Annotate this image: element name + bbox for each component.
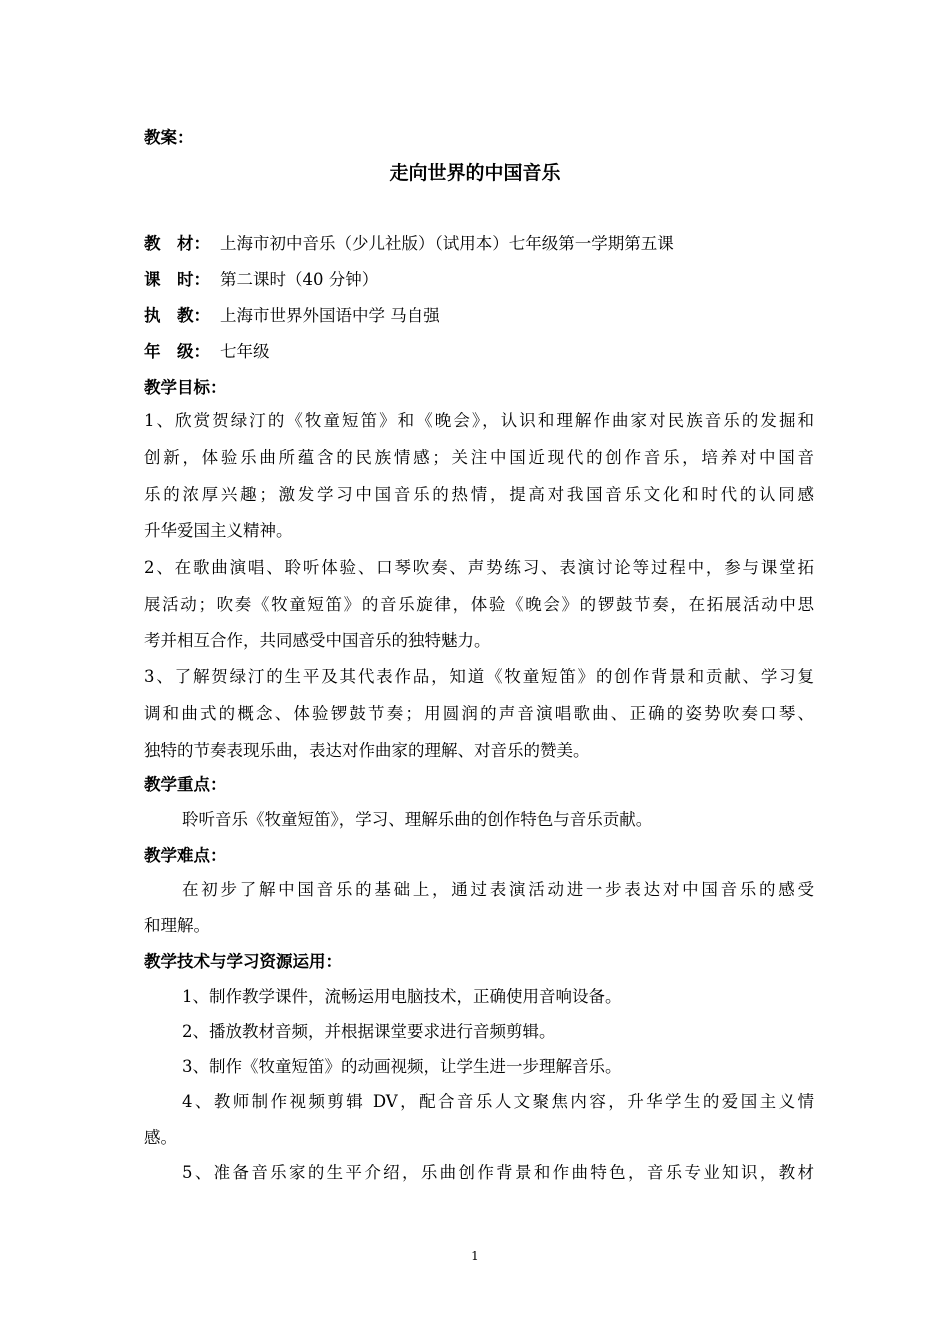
objectives-line: 考并相互合作，共同感受中国音乐的独特魅力。 <box>144 631 491 650</box>
textbook-value: 上海市初中音乐（少儿社版）（试用本）七年级第一学期第五课 <box>220 234 674 253</box>
resources-heading: 教学技术与学习资源运用： <box>144 952 342 971</box>
resources-item: 4、教师制作视频剪辑 DV，配合音乐人文聚焦内容，升华学生的爱国主义情 <box>182 1092 814 1111</box>
page-number: 1 <box>471 1249 479 1263</box>
resources-item: 感。 <box>144 1128 177 1147</box>
resources-item: 1、制作教学课件，流畅运用电脑技术，正确使用音响设备。 <box>182 987 622 1006</box>
info-period <box>144 269 814 291</box>
info-teacher <box>144 305 814 327</box>
objectives-line: 乐的浓厚兴趣；激发学习中国音乐的热情，提高对我国音乐文化和时代的认同感 <box>144 485 814 504</box>
objectives-line: 3、了解贺绿汀的生平及其代表作品，知道《牧童短笛》的创作背景和贡献、学习复 <box>144 667 814 686</box>
objectives-line: 1、欣赏贺绿汀的《牧童短笛》和《晚会》，认识和理解作曲家对民族音乐的发掘和 <box>144 411 814 430</box>
teacher-value: 上海市世界外国语中学 马自强 <box>220 306 440 325</box>
header-label: 教案： <box>144 128 194 147</box>
objectives-line: 创新，体验乐曲所蕴含的民族情感；关注中国近现代的创作音乐，培养对中国音 <box>144 448 814 467</box>
grade-label: 年 级： <box>144 342 210 361</box>
difficulties-line: 在初步了解中国音乐的基础上，通过表演活动进一步表达对中国音乐的感受 <box>182 880 814 899</box>
objectives-line: 独特的节奏表现乐曲，表达对作曲家的理解、对音乐的赞美。 <box>144 741 590 760</box>
info-grade <box>144 341 814 363</box>
difficulties-heading: 教学难点： <box>144 846 227 865</box>
period-label: 课 时： <box>144 270 210 289</box>
objectives-line: 2、在歌曲演唱、聆听体验、口琴吹奏、声势练习、表演讨论等过程中，参与课堂拓 <box>144 558 814 577</box>
objectives-line: 展活动；吹奏《牧童短笛》的音乐旋律，体验《晚会》的锣鼓节奏，在拓展活动中思 <box>144 595 814 614</box>
key-points-heading: 教学重点： <box>144 775 227 794</box>
document-title: 走向世界的中国音乐 <box>389 162 561 184</box>
objectives-line: 升华爱国主义精神。 <box>144 521 293 540</box>
objectives-heading: 教学目标： <box>144 378 227 397</box>
difficulties-line: 和理解。 <box>144 916 210 935</box>
objectives-line: 调和曲式的概念、体验锣鼓节奏；用圆润的声音演唱歌曲、正确的姿势吹奏口琴、 <box>144 704 814 723</box>
resources-item: 2、播放教材音频，并根据课堂要求进行音频剪辑。 <box>182 1022 556 1041</box>
textbook-label: 教 材： <box>144 234 210 253</box>
key-points-text: 聆听音乐《牧童短笛》，学习、理解乐曲的创作特色与音乐贡献。 <box>182 810 653 829</box>
teacher-label: 执 教： <box>144 306 210 325</box>
grade-value: 七年级 <box>220 342 270 361</box>
resources-item: 3、制作《牧童短笛》的动画视频，让学生进一步理解音乐。 <box>182 1057 622 1076</box>
resources-item: 5、准备音乐家的生平介绍，乐曲创作背景和作曲特色，音乐专业知识，教材 <box>182 1163 814 1182</box>
period-value: 第二课时（40 分钟） <box>220 270 379 289</box>
info-textbook <box>144 233 814 255</box>
